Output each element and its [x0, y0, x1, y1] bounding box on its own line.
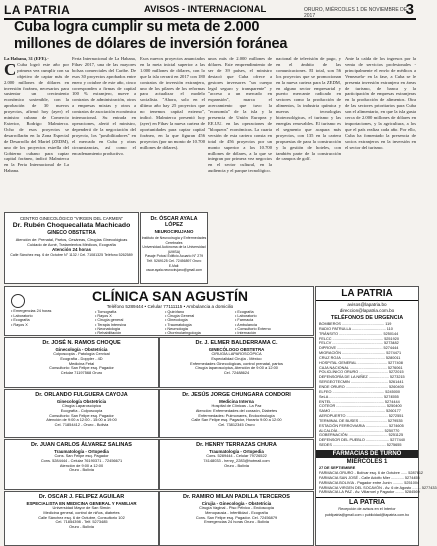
clinica-service-item: • Cirugía General: [165, 314, 195, 319]
article-column-3: Esos nuevos proyectos anunciados en la meta inicial superior a las 1.000 millones de dólares, con lo que la isla cerrará en 2017 con 180 contratos de inversión extranjera, uno de los pilares de los reformas para actualizar el modelo socialista. "Ahora, solo en el último año hay 25 proyectos que no tenemos capital externo", indicó. Malmierca presentó hoy (ayer) en Fihav la nueva cartera de oportunidades para captar capital foráneo, en la que figuran 456 proyectos (por un monto de 10.700 millones de dólares).: [140, 56, 205, 150]
doctor-ad: [4, 389, 159, 438]
ad-gineco-line5: Calle Sánchez esq. 6 de Octubre N° 1132 / Cel. 71081325 Teléfono 5262589: [10, 253, 133, 257]
article-column-2: Feria Internacional de La Habana, Fihav 2017, una de las mayores bolsas comerciales del Caribe. De esos 30 proyectos aprobados entre enero y octubre de este año, cinco corresponden a firmas de capital 100 % extranjero, nueve a contratos de administración, otros a empresas mixtas y otros a contratos de asociación económica internacional. Su entrada en operaciones, alertó el ministro, dependerá de la negociación del proyecto, los "posibilitadores" en el mercado en Cuba y otras circunstancias, así como el encadenamiento productivo.: [72, 56, 136, 156]
doctor-info-line: Ecografía - Doppler - 4D: [60, 355, 103, 361]
clinica-title: CLÍNICA SAN AGUSTÍN: [91, 288, 249, 304]
headline-line-1: Cuba logra cumplir su meta de 2.000: [14, 19, 260, 35]
drop-cap: C: [4, 59, 17, 79]
clinica-services-c: [165, 310, 231, 335]
emergency-phone-row: ENDE ORURO ........................................ 5260400: [319, 384, 404, 389]
clinica-service-item: • Quirófano: [165, 310, 185, 314]
emergency-phone-row: TERMINAL DE BUSES .......................... 5279535: [319, 418, 403, 423]
clinica-service-item: • Ambulancia: [235, 322, 258, 327]
ad-clinica-san-agustin: [4, 286, 314, 336]
emergency-phone-row: SERGEOTECMIN ................................... 5261441: [319, 380, 404, 385]
doctor-info-line: Celular 71197568 Oruro: [60, 370, 103, 376]
page-number: 3: [405, 1, 414, 18]
doctor-info-line: Enfermedades: Pulmonares, Endocrinología: [198, 412, 275, 418]
doctor-ad: [159, 337, 314, 388]
doctor-info-line: 74148033 - henry_2283@hotmail.com: [203, 457, 270, 463]
clinica-service-item: • Terapia Intensiva: [95, 322, 127, 327]
clinica-logo-icon: [11, 292, 25, 310]
doctor-name: Dr. J. ELMER BALDERRAMA C.: [195, 340, 278, 346]
emergency-phone-row: DEFENSOR DEL PUEBLO ...................... 5277440: [319, 438, 405, 443]
emergency-phone-row: DIPROVE ........................................... 5274444: [319, 346, 399, 351]
pharmacy-row: FARMACIA ORURO - Bolívar esq. 6 de Octubre ...... 5287612: [319, 470, 424, 475]
doctor-specialty: Medicina Interna: [219, 398, 254, 404]
clinica-services-d: [235, 310, 307, 335]
emergency-phone-row: DEFENSORÍA DE LA NIÑEZ ................... 5273215: [319, 375, 405, 380]
emergency-phone-row: ALCALDÍA ........................................... 5250770: [319, 428, 400, 433]
article-text-1: Cuba logró este año por primera vez cumplir con su objetivo de captar más de 2.000 millones de dólares en inversión foránea, necesarios para sustentar un crecimiento económico sostenible, con la aprobación de 30 nuevos proyectos, afirmó hoy (ayer) el ministro cubano de Comercio Exterior, Rodrigo Malmierca. Ocho de esos proyectos se desarrollarán en la Zona Especial de Desarrollo del Mariel (ZEDM), uno de los proyectos estrella del Gobierno cubano para captar capital foráneo, indicó Malmierca en la Feria Internacional de La Habana.: [4, 61, 69, 174]
right-panel: [315, 286, 437, 546]
article-column-5: nacional de televisión de pago, y en el ámbito de las comunicaciones. El total, son 56 los proyectos que se promocionan en la nueva cartera para la ZEDM, en alguno sector empresarial y puerto mercante radicado en sectores como la producción de alimentos, la industria química y nuevas tecnologías biotecnológicas, el turismo y las energías renovables. El turismo es el segmento que acapara más proyectos, con 135 en la cartera propuestas de para la construcción y la gestión de hoteles, con también parte de la construcción de campos de golf.: [276, 56, 341, 162]
doctor-info-line: Calle San Felipe esq. Pagador, Horario 9:00 a 12:00: [191, 417, 282, 423]
clinica-service-item: • Rayos X: [95, 314, 112, 319]
doctor-info-line: Calle Sánchez esq. 6 de Octubre, Consultorio 102: [38, 514, 125, 520]
doctor-info-line: Medicina Fetal: [68, 360, 95, 366]
doctor-info-line: Consultorio: San Felipe esq. Pagador: [49, 365, 114, 371]
emergency-phone-row: FELCC ................................................ 5251920: [319, 336, 399, 341]
panel-brand: LA PATRIA: [316, 287, 418, 301]
doctor-info-line: Cel. 71854398 - Telf. 5273485: [55, 519, 108, 525]
doctor-ad: [4, 439, 159, 490]
ad-gineco-spec: GINECO OBSTETRA: [47, 230, 96, 236]
doctor-info-line: Universidad Mayor de San Simón: [52, 504, 111, 510]
doctor-specialty: Ginecología Obstetricia: [56, 398, 107, 404]
pharmacy-row: FARMACIA VIRGEN DEL SOCAVÓN - Av. 6 de Agosto ........ 5277433: [319, 485, 437, 490]
clinica-services-b: [95, 310, 161, 335]
ad-oscar-line1: Instituto de Neurocirugía y Enfermedades Cerebrales: [141, 236, 207, 245]
ad-gineco: [4, 212, 139, 284]
clinica-services-a: [11, 309, 71, 327]
clinica-service-item: • Tomografía: [95, 310, 117, 314]
pharmacy-list: [316, 470, 437, 496]
ad-oscar-spec: NEUROCIRUJANO: [154, 229, 194, 234]
clinica-service-item: • Otorrinolaringología: [165, 331, 201, 336]
page-header: [4, 1, 416, 20]
issue-date: ORURO, MIÉRCOLES 1 DE NOVIEMBRE DE 2017: [304, 7, 408, 19]
pharmacy-row: FARMACIA BOLIVIA - Pagador entre Junín .......... 5251004: [319, 480, 420, 485]
clinica-service-item: • Internación: [235, 331, 257, 336]
ad-gineco-line3: Cuidado de Acné, Tratamientos Médicos, Ecografía: [27, 242, 116, 247]
emergency-phone-row: FELCV ................................................ 5273482: [319, 341, 399, 346]
doctor-name: Dr. HENRY TERRAZAS CHURA: [196, 442, 277, 448]
doctor-info-line: Oruro - Bolivia: [69, 524, 94, 530]
doctor-info-line: Cel. 73812345 Oruro: [218, 422, 255, 428]
ad-gineco-line2: Atención de: Prenatal, Partos, Cesáreas, Cirugías Ginecológicas: [15, 237, 128, 242]
clinica-service-item: • Laboratorio: [235, 314, 257, 319]
doctor-info-line: Atención de 9:00 a 12:00: [59, 462, 104, 468]
doctor-specialty: Ginecología - Obstetricia: [55, 346, 108, 352]
doctor-name: Dr. RAMIRO MILAN PADILLA TERCEROS: [183, 494, 290, 500]
doctor-name: Dr. JOSÉ N. RAMOS CHOQUE: [42, 340, 121, 346]
ad-oscar-line3: Pasaje Potosí Edificio Acuario N° 279: [144, 254, 204, 259]
clinica-service-item: • Ginecología: [165, 318, 188, 323]
doctor-info-line: Consultorio: San Felipe esq. Pagador: [49, 412, 114, 418]
emergency-phone-row: BOMBEROS ........................................ 119: [319, 322, 392, 326]
panel-footer-line2: publipatria@gmail.com • publicidad@lapatria.com.bo: [324, 512, 410, 517]
emergency-phone-row: CAJA NACIONAL ................................... 5276061: [319, 365, 403, 370]
article-column-1: [4, 56, 69, 206]
doctor-info-line: Colposcopia - Patología Cervical: [53, 350, 110, 356]
panel-email-1: avisos@lapatria.bo: [347, 302, 387, 307]
doctor-info-line: Cel. 71854412 - Oruro - Bolivia: [54, 422, 109, 428]
doctor-info-line: Cons. 5284444 - Celular 76190371 - 72456671: [40, 457, 123, 463]
doctor-name: Dr. OSCAR J. FELIPEZ AGUILAR: [38, 494, 125, 500]
doctor-ad: [159, 389, 314, 438]
doctor-info-line: Cirugía Laparoscópica: [62, 402, 101, 408]
clinica-phone: Teléfono 5289444 • Celular 77111115 • Ambulancia a domicilio: [106, 304, 234, 309]
section-title: AVISOS - INTERNACIONAL: [144, 4, 267, 15]
doctor-info-line: Cons. San Felipe esq. Pagador: [54, 452, 109, 458]
doctor-info-line: Medicina general, control de niños, diabetes: [43, 509, 120, 515]
doctor-info-line: Cons. San Felipe esq. Pagador. Cel. 72456879: [195, 514, 278, 520]
panel-footer-line1: Recepción de avisos en el Interior: [338, 507, 396, 512]
doctor-info-line: Especialidad Cirujía - México: [211, 355, 262, 361]
doctor-specialty: ESPECIALISTA EN MEDICINA GENERAL Y FAMILIAR: [26, 500, 137, 506]
masthead-brand: LA PATRIA: [4, 3, 71, 17]
clinica-service-item: • Traumatología: [165, 322, 192, 327]
panel-footer-brand: LA PATRIA: [316, 497, 418, 507]
emergency-phone-row: TRÁNSITO ......................................... 5250144: [319, 331, 399, 336]
pharmacy-day: MIÉRCOLES 1: [346, 458, 388, 465]
ad-gineco-line4: Atención 24 horas: [51, 247, 91, 252]
ad-gineco-name: Dr. Rubén Choquecallata Machicado: [12, 222, 131, 229]
doctor-info-line: Enfermedades Ginecológicas, control prenatal, partos: [190, 360, 283, 366]
emergency-phone-row: GOBERNACIÓN ..................................... 5251125: [319, 433, 404, 438]
doctor-ad: [159, 491, 314, 546]
doctor-info-line: Emergencias 24 horas Oruro - Bolivia: [204, 519, 269, 525]
doctor-info-line: Hospital de Clínicas - La Paz: [211, 402, 262, 408]
doctor-info-line: Atención de 9:00 a 12:00 - 15:00 a 19:00: [46, 417, 117, 423]
clinica-service-item: • Rayos X: [11, 322, 28, 327]
article-headline: [14, 19, 409, 53]
ad-oscar: [140, 212, 208, 284]
clinica-service-item: • Ecografía: [235, 310, 254, 314]
doctor-info-line: Ecografía - Colposcopia: [60, 407, 103, 413]
emergency-phone-row: SAMO ................................................... 5260177: [319, 409, 401, 414]
doctor-specialty: Traumatología - Ortopedia: [54, 448, 109, 454]
doctor-info-line: Cons. 5289444 - Celular 79726522: [206, 452, 267, 458]
panel-email-2: direccion@lapatria.com.bo: [339, 307, 395, 313]
ad-oscar-name: Dr. ÓSCAR AYALA LÓPEZ: [150, 216, 198, 228]
emergency-phone-row: CRUZ ROJA ......................................... 5280011: [319, 355, 401, 360]
pharmacy-title: FARMACIAS DE TURNO: [316, 450, 418, 458]
emergency-phone-row: ELFEO ................................................. 5245000: [319, 389, 401, 394]
emergency-phone-row: SeLA ................................................... 5274555: [319, 394, 399, 399]
clinica-service-item: • Emergencias 24 horas: [11, 309, 52, 313]
emergency-phone-row: SEDES .................................................. 5275655: [319, 443, 402, 448]
emergency-phone-row: RADIO PATRULLA ................................ 110: [319, 326, 393, 331]
clinica-service-item: • Neumología: [165, 326, 188, 331]
ad-gineco-center: CENTRO GINECOLÓGICO "VIRGEN DEL CARMEN": [20, 216, 123, 221]
emergency-phone-row: MIGRACIÓN ......................................... 5274471: [319, 351, 402, 356]
doctor-info-line: Menopausia - Infertilidad - Ecografía: [205, 509, 268, 515]
panel-phones-title: TELÉFONOS DE URGENCIA: [330, 315, 404, 321]
doctor-specialty: Traumatología - Ortopedia: [209, 448, 264, 454]
ad-oscar-line5: E-Mail: oscar.ayala.neurocirujano@gmail.com: [146, 263, 202, 273]
pharmacy-row: FARMACIA SAN JOSÉ - Calle Adolfo Mier ............ 5274455: [319, 475, 420, 480]
clinica-service-item: • Cirugía general: [95, 318, 124, 323]
emergency-phone-row: ENTEL ................................................. 5274444: [319, 399, 400, 404]
clinica-service-item: • Rehabilitación: [95, 331, 122, 336]
emergency-phone-row: COTEOR ............................................... 5250400: [319, 404, 402, 409]
doctor-ad: [4, 337, 159, 388]
clinica-service-item: • Farmacia: [235, 318, 254, 323]
doctor-info-line: Cirugía Vaginal - Piso Pélvico - Endoscopia: [199, 504, 274, 510]
doctor-ad: [4, 491, 159, 546]
doctor-info-line: Oruro - Bolivia: [224, 462, 249, 468]
article-column-6: Ante la caída de los ingresos por la venta de servicios profesionales -principalmente el envío de médicos a Venezuela- en la fase, a Cuba se le presenta inversión extranjera en áreas de turismo, de banca y la participación de empresas extranjeras en la producción de alimentos. Otra de las sectores prioritarios para Cuba son el alimentario, en que la isla gasta cerca de 2.000 millones de dólares en importaciones, y la agricultura, a los que el país realiza cada año. Por ello, Cuba ha fomentado la presencia de socios extranjeros en la inversión en el sector del turismo.: [345, 56, 416, 150]
clinica-service-item: • Consultorio Externo: [235, 326, 271, 331]
article-dateline: La Habana, 31 (EFE).-: [4, 56, 49, 61]
doctor-info-line: CIRUGÍA LAPAROSCÓPICA: [211, 350, 262, 356]
emergency-phone-list: [316, 322, 418, 448]
pharmacy-date: 27 DE SEPTIEMBRE: [319, 465, 356, 470]
doctor-specialty: GINECÓLOGO OBSTETRA: [208, 346, 265, 352]
headline-line-2: millones de dólares de inversión foránea: [14, 36, 288, 52]
doctor-name: Dr. JESÚS JORGE CHUNGARA CONDORI: [182, 392, 291, 398]
doctor-info-line: Oruro - Bolivia: [69, 467, 94, 473]
doctor-info-line: Cirugía laparoscópica, Atención de 9:00 a 12:00: [195, 365, 278, 371]
emergency-phone-row: POLICLÍNICO ORURO ........................... 5272015: [319, 370, 404, 375]
article-column-4: unos más de 2.000 millones de dólares. Este emprendimiento de ser de 39 países, el ministro destacó que Cuba ofrece a gestores inversores "un cuerpo legal seguro y transparente" y "acceso a un mercado en expansión", marca el acercamiento que tuvo la "economía" de la isla y la presencia de Unión Europea y EE.UU. en las operaciones de "bloqueos" económicas. La cuarta versión de esta cartera consta en total de 456 proyectos por un monto superior a los 10.700 millones de dólares, a la que se integran por primera vez negocios en el sector cultural, en la audiencia y el parque tecnológico.: [208, 56, 272, 174]
doctor-name: Dr. ORLANDO FULGUERA CAYOJA: [35, 392, 128, 398]
emergency-phone-row: HOSPITAL GENERAL ............................ 5277408: [319, 360, 403, 365]
clinica-service-item: • Neonatología: [95, 326, 120, 331]
doctor-name: Dr. JUAN CARLOS ÁLVAREZ SALINAS: [31, 442, 132, 448]
doctor-specialty: Cirujía - Ginecología - Obstetricia: [201, 500, 272, 506]
doctor-info-line: Atención: Enfermedades del corazón, Diabetes: [195, 407, 278, 413]
clinica-service-item: • Ecografía: [11, 318, 30, 323]
doctor-ad: [159, 439, 314, 490]
ad-oscar-line4: Telf. 5269125 Cel. 72456897 Oruro: [146, 258, 202, 263]
emergency-phone-row: ESTACIÓN FERROVIARIA ..................... 5274605: [319, 423, 404, 428]
emergency-phone-row: AEROPUERTO ....................................... 5272551: [319, 414, 404, 419]
ad-oscar-line2: Universidad Autónoma de la Universidad (UMSA): [142, 245, 206, 254]
clinica-service-item: • Laboratorio: [11, 313, 33, 318]
doctor-info-line: Cel. 72488624: [223, 370, 250, 376]
pharmacy-row: FARMACIA LA PAZ - Av. Villarroel y Pagador ........ 5284569: [319, 490, 420, 495]
